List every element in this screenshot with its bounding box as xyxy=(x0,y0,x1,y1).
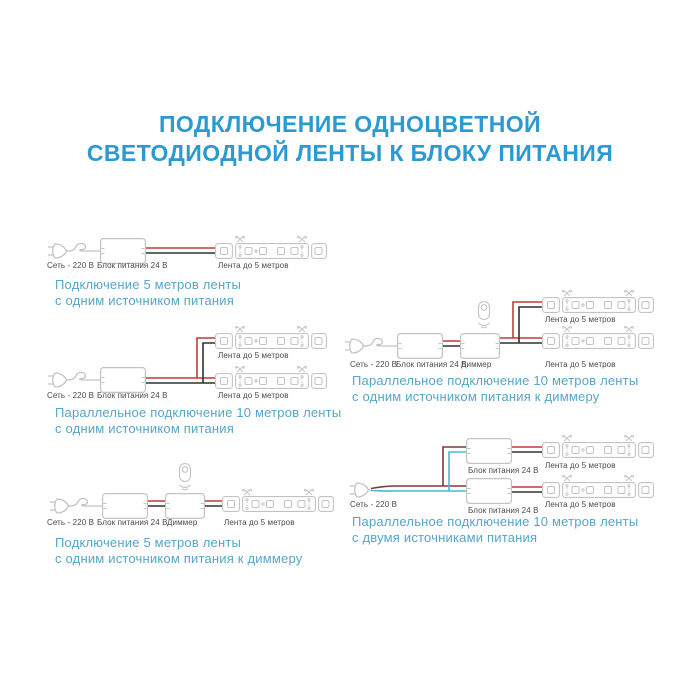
diagram-2-schematic xyxy=(45,325,340,400)
psu-box xyxy=(467,479,512,504)
power-plug-icon xyxy=(350,483,371,497)
psu-box xyxy=(398,334,443,359)
caption-line: с одним источником питания к диммеру xyxy=(55,551,303,566)
dimmer-box xyxy=(166,494,205,519)
psu-box xyxy=(467,439,512,464)
diagram-1-caption xyxy=(55,277,241,309)
led-strip-icon xyxy=(216,236,327,258)
led-strip-icon xyxy=(543,435,654,457)
led-strip-icon xyxy=(543,290,654,312)
diagram-1-schematic xyxy=(45,233,340,278)
dimmer-box xyxy=(461,334,500,359)
caption-line: с одним источником питания xyxy=(55,421,234,436)
diagram-3-caption xyxy=(55,535,302,567)
label-mains: Сеть - 220 В xyxy=(350,500,398,509)
caption-line: Подключение 5 метров ленты xyxy=(55,535,242,550)
label-strip: Лента до 5 метров xyxy=(545,461,616,470)
label-mains: Сеть - 220 В xyxy=(47,391,95,400)
label-psu: Блок питания 24 В xyxy=(396,360,467,369)
remote-control-icon xyxy=(479,302,490,328)
diagram-2-caption xyxy=(55,405,341,437)
wire-mains-blue xyxy=(371,452,466,491)
wire-mains-brown xyxy=(371,447,466,489)
page-title xyxy=(0,110,700,168)
led-strip-icon xyxy=(543,475,654,497)
remote-control-icon xyxy=(180,464,191,490)
label-psu: Блок питания 24 В xyxy=(468,466,539,475)
led-strip-icon xyxy=(216,366,327,388)
power-plug-icon xyxy=(48,244,100,259)
psu-box xyxy=(101,368,146,393)
label-strip: Лента до 5 метров xyxy=(218,391,289,400)
caption-line: Параллельное подключение 10 метров ленты xyxy=(55,405,342,420)
diagram-5-caption xyxy=(352,514,638,546)
label-mains: Сеть - 220 В xyxy=(47,518,95,527)
label-strip: Лента до 5 метров xyxy=(218,351,289,360)
label-dimmer: Диммер xyxy=(461,360,492,369)
caption-line: Параллельное подключение 10 метров ленты xyxy=(352,373,639,388)
caption-line: Параллельное подключение 10 метров ленты xyxy=(352,514,639,529)
led-strip-icon xyxy=(223,489,334,511)
label-strip: Лента до 5 метров xyxy=(545,500,616,509)
caption-line: с одним источником питания к диммеру xyxy=(352,389,600,404)
label-mains: Сеть - 220 В xyxy=(47,261,95,270)
label-strip: Лента до 5 метров xyxy=(545,360,616,369)
caption-line: с одним источником питания xyxy=(55,293,234,308)
label-psu: Блок питания 24 В xyxy=(97,261,168,270)
page-title-line1: ПОДКЛЮЧЕНИЕ ОДНОЦВЕТНОЙ xyxy=(159,111,541,137)
wire-neutral xyxy=(146,343,215,383)
caption-line: с двумя источниками питания xyxy=(352,530,538,545)
led-strip-icon xyxy=(543,326,654,348)
label-psu: Блок питания 24 В xyxy=(97,518,168,527)
psu-box xyxy=(103,494,148,519)
caption-line: Подключение 5 метров ленты xyxy=(55,277,242,292)
label-dimmer: Диммер xyxy=(167,518,198,527)
label-psu: Блок питания 24 В xyxy=(97,391,168,400)
diagram-4-caption xyxy=(352,373,638,405)
power-plug-icon xyxy=(50,499,102,514)
psu-box xyxy=(101,239,146,264)
power-plug-icon xyxy=(48,373,100,388)
label-psu: Блок питания 24 В xyxy=(468,506,539,515)
label-strip: Лента до 5 метров xyxy=(218,261,289,270)
led-strip-icon xyxy=(216,326,327,348)
page-title-line2: СВЕТОДИОДНОЙ ЛЕНТЫ К БЛОКУ ПИТАНИЯ xyxy=(86,140,614,166)
power-plug-icon xyxy=(345,339,397,354)
wire-live xyxy=(146,338,215,378)
label-mains: Сеть - 220 В xyxy=(350,360,398,369)
label-strip: Лента до 5 метров xyxy=(224,518,295,527)
label-strip: Лента до 5 метров xyxy=(545,315,616,324)
diagram-4-schematic xyxy=(348,290,670,365)
